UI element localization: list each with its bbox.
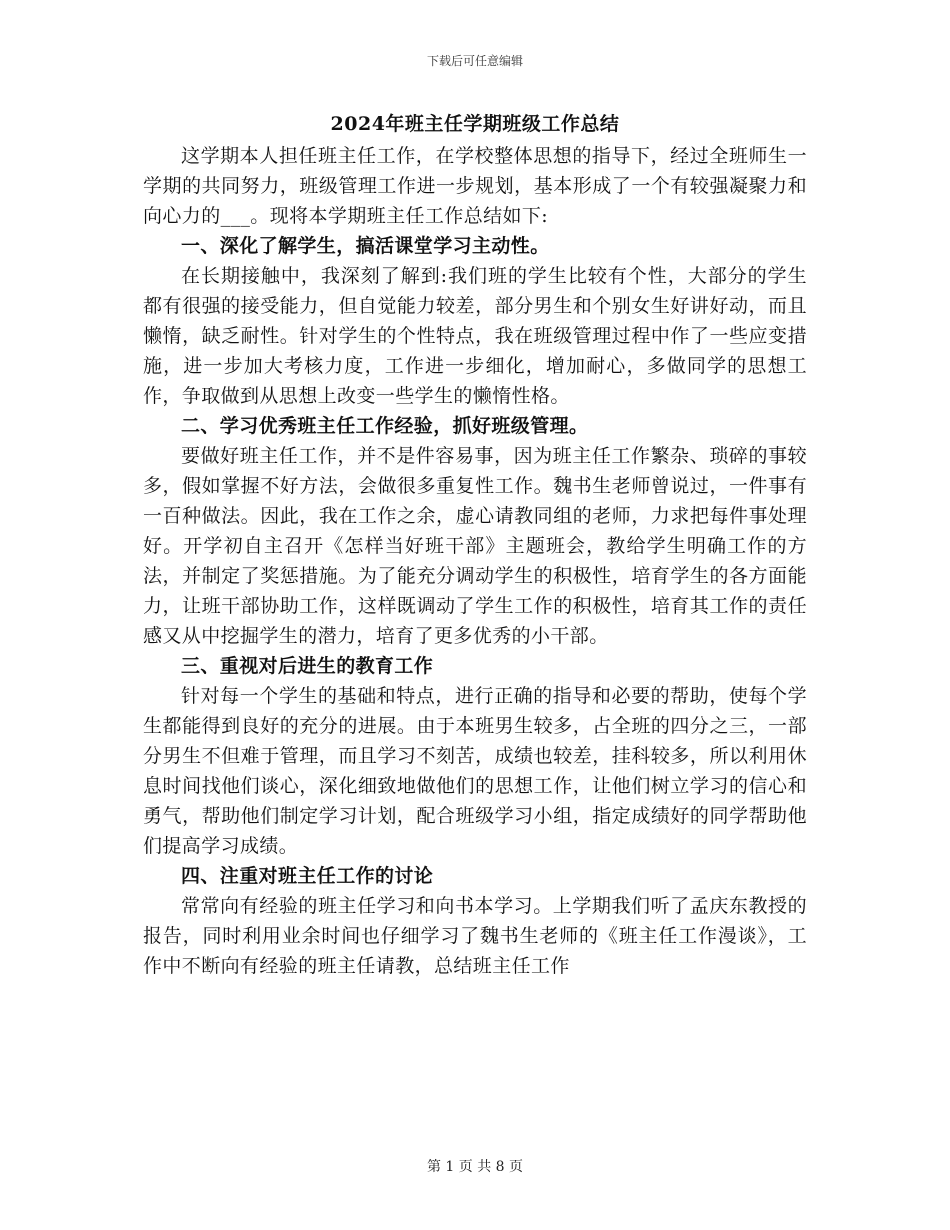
document-body (143, 141, 807, 981)
header-note: 下载后可任意编辑 (426, 54, 523, 68)
document-title: 2024年班主任学期班级工作总结 (330, 113, 620, 135)
section-2-heading: 二、学习优秀班主任工作经验，抓好班级管理。 (181, 415, 589, 437)
page-number: 第 1 页 共 8 页 (426, 1159, 524, 1175)
section-4-heading: 四、注重对班主任工作的讨论 (181, 865, 434, 887)
section-3-body: 针对每一个学生的基础和特点，进行正确的指导和必要的帮助，使每个学生都能得到良好的充分的进展。由于本班男生较多，占全班的四分之三，一部分男生不但难于管理，而且学习不刻苦，成绩也较差，挂科较多，所以利用休息时间找他们谈心，深化细致地做他们的思想工作，让他们树立学习的信心和勇气，帮助他们制定学习计划，配合班级学习小组，指定成绩好的同学帮助他们提高学习成绩。 (143, 685, 807, 857)
section-1-body: 在长期接触中，我深刻了解到:我们班的学生比较有个性，大部分的学生都有很强的接受能力，但自觉能力较差，部分男生和个别女生好讲好动，而且懒惰，缺乏耐性。针对学生的个性特点，我在班级管理过程中作了一些应变措施，进一步加大考核力度，工作进一步细化，增加耐心，多做同学的思想工作，争取做到从思想上改变一些学生的懒惰性格。 (143, 265, 807, 407)
section-2-body: 要做好班主任工作，并不是件容易事，因为班主任工作繁杂、琐碎的事较多，假如掌握不好方法，会做很多重复性工作。魏书生老师曾说过，一件事有一百种做法。因此，我在工作之余，虚心请教同组的老师，力求把每件事处理好。开学初自主召开《怎样当好班干部》主题班会，教给学生明确工作的方法，并制定了奖惩措施。为了能充分调动学生的积极性，培育学生的各方面能力，让班干部协助工作，这样既调动了学生工作的积极性，培育其工作的责任感又从中挖掘学生的潜力，培育了更多优秀的小干部。 (143, 445, 807, 647)
section-4-body: 常常向有经验的班主任学习和向书本学习。上学期我们听了孟庆东教授的报告，同时利用业余时间也仔细学习了魏书生老师的《班主任工作漫谈》，工作中不断向有经验的班主任请教，总结班主任工作 (143, 895, 807, 977)
section-1-heading: 一、深化了解学生，搞活课堂学习主动性。 (181, 235, 550, 257)
intro-paragraph: 这学期本人担任班主任工作，在学校整体思想的指导下，经过全班师生一学期的共同努力，班级管理工作进一步规划，基本形成了一个有较强凝聚力和向心力的___。现将本学期班主任工作总结如下: (143, 145, 807, 227)
section-3-heading: 三、重视对后进生的教育工作 (181, 655, 434, 677)
